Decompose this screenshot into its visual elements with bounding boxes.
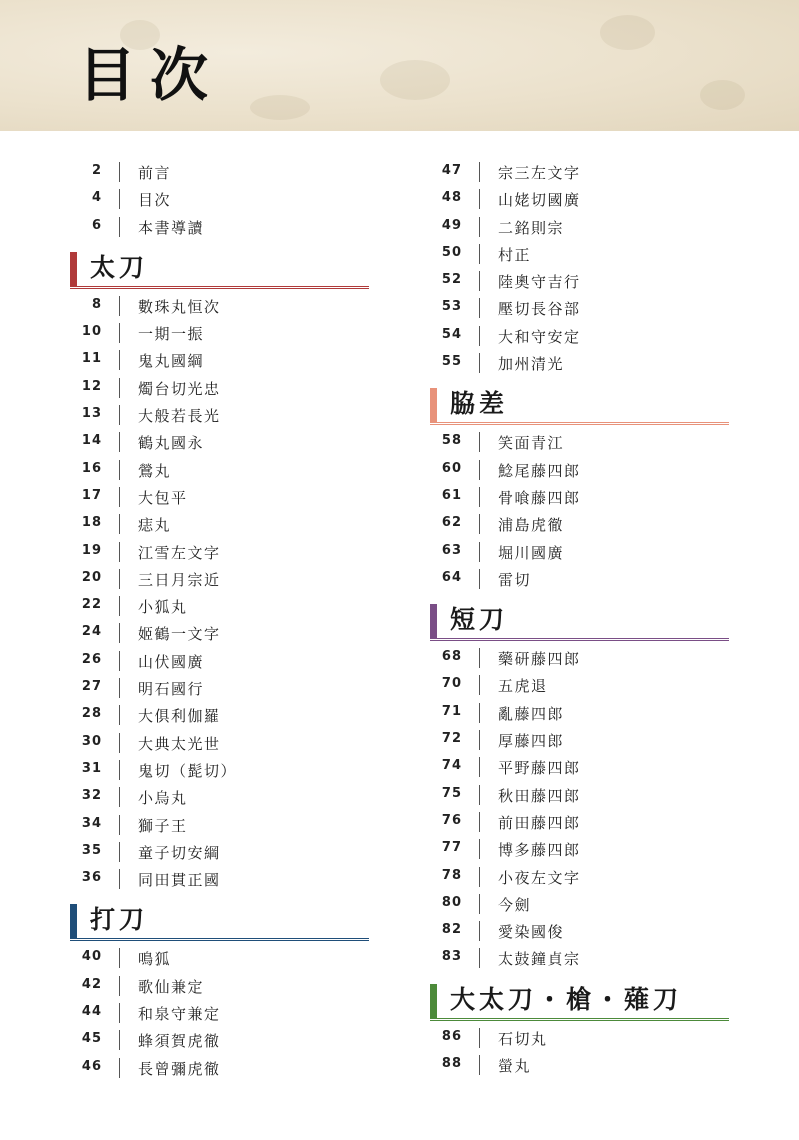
divider <box>119 1030 120 1050</box>
section-heading <box>430 592 730 644</box>
divider <box>479 839 480 859</box>
page-number: 30 <box>81 733 102 749</box>
entry-label: 厚藤四郎 <box>498 732 565 751</box>
toc-entry[interactable] <box>430 699 730 726</box>
divider <box>479 189 480 209</box>
divider <box>479 1028 480 1048</box>
page-number: 60 <box>441 460 462 476</box>
toc-entry[interactable] <box>70 456 370 483</box>
page-number: 22 <box>81 597 102 613</box>
divider <box>479 326 480 346</box>
page-number: 70 <box>441 676 462 692</box>
page-number: 63 <box>441 542 462 558</box>
entry-label: 平野藤四郎 <box>498 759 581 778</box>
toc-entry[interactable] <box>70 346 370 373</box>
entry-label: 骨喰藤四郎 <box>498 488 581 507</box>
page-number: 28 <box>81 706 102 722</box>
toc-entry[interactable] <box>70 999 370 1026</box>
toc-entry[interactable] <box>430 483 730 510</box>
divider <box>479 569 480 589</box>
page-number: 13 <box>81 406 102 422</box>
toc-entry[interactable] <box>70 483 370 510</box>
divider <box>119 542 120 562</box>
toc-entry[interactable] <box>430 510 730 537</box>
entry-label: 大俱利伽羅 <box>138 707 221 726</box>
divider <box>119 189 120 209</box>
page-number: 10 <box>81 324 102 340</box>
divider <box>479 514 480 534</box>
page-number: 24 <box>81 624 102 640</box>
divider <box>119 1058 120 1078</box>
divider <box>119 162 120 182</box>
entry-label: 姬鶴一文字 <box>138 625 221 644</box>
toc-entry[interactable] <box>70 538 370 565</box>
toc-entry[interactable] <box>70 213 370 240</box>
page-number: 55 <box>441 354 462 370</box>
section-accent-bar <box>430 984 437 1018</box>
page-number: 46 <box>81 1058 102 1074</box>
page-number: 4 <box>91 190 102 206</box>
toc-entry[interactable] <box>430 267 730 294</box>
page-number: 53 <box>441 299 462 315</box>
toc-entry[interactable] <box>70 158 370 185</box>
entry-label: 鶴丸國永 <box>138 434 205 453</box>
entry-label: 歌仙兼定 <box>138 977 205 996</box>
divider <box>479 542 480 562</box>
page-number: 47 <box>441 163 462 178</box>
entry-label: 山伏國廣 <box>138 652 205 671</box>
section-rule <box>430 638 729 641</box>
page-number: 6 <box>91 217 102 233</box>
entry-label: 燭台切光忠 <box>138 379 221 398</box>
divider <box>119 869 120 889</box>
divider <box>119 432 120 452</box>
toc-entry[interactable] <box>70 1026 370 1053</box>
toc-column-right <box>430 158 730 1078</box>
toc-entry[interactable] <box>430 240 730 267</box>
divider <box>119 569 120 589</box>
divider <box>119 733 120 753</box>
page-number: 80 <box>441 894 462 910</box>
divider <box>119 350 120 370</box>
entry-label: 雷切 <box>498 570 532 589</box>
page-number: 50 <box>441 244 462 260</box>
entry-label: 二銘則宗 <box>498 218 565 237</box>
page-number: 16 <box>81 460 102 476</box>
page-number: 31 <box>81 760 102 776</box>
divider <box>479 298 480 318</box>
divider <box>479 785 480 805</box>
entry-label: 太鼓鐘貞宗 <box>498 950 581 969</box>
entry-label: 大包平 <box>138 488 188 507</box>
page-number: 45 <box>81 1031 102 1047</box>
toc-entry[interactable] <box>70 319 370 346</box>
entry-label: 小狐丸 <box>138 598 188 617</box>
divider <box>479 730 480 750</box>
section-title: 大太刀・槍・薙刀 <box>450 984 683 1014</box>
divider <box>119 842 120 862</box>
page-number: 62 <box>441 515 462 531</box>
page-number: 54 <box>441 326 462 342</box>
page-number: 36 <box>81 870 102 886</box>
entry-label: 江雪左文字 <box>138 543 221 562</box>
section-rule <box>70 938 369 941</box>
toc-entry[interactable] <box>430 428 730 455</box>
toc-entry[interactable] <box>430 185 730 212</box>
toc-entry[interactable] <box>70 838 370 865</box>
entry-label: 亂藤四郎 <box>498 704 565 723</box>
entry-label: 藥研藤四郎 <box>498 650 581 669</box>
entry-label: 壓切長谷部 <box>498 300 581 319</box>
toc-entry[interactable] <box>430 644 730 671</box>
page-number: 71 <box>441 703 462 719</box>
divider <box>479 648 480 668</box>
toc-entry[interactable] <box>70 811 370 838</box>
entry-label: 鯰尾藤四郎 <box>498 461 581 480</box>
divider <box>119 787 120 807</box>
entry-label: 大般若長光 <box>138 407 221 426</box>
divider <box>479 675 480 695</box>
toc-entry[interactable] <box>70 619 370 646</box>
entry-label: 愛染國俊 <box>498 923 565 942</box>
page-title: 目次 <box>78 41 223 109</box>
toc-entry[interactable] <box>430 890 730 917</box>
entry-label: 鶯丸 <box>138 461 172 480</box>
entry-label: 山姥切國廣 <box>498 191 581 210</box>
toc-entry[interactable] <box>430 322 730 349</box>
section-heading <box>430 972 730 1024</box>
section-rule <box>70 286 369 289</box>
divider <box>479 867 480 887</box>
divider <box>119 815 120 835</box>
divider <box>119 596 120 616</box>
toc-entry[interactable] <box>430 808 730 835</box>
divider <box>479 217 480 237</box>
toc-entry[interactable] <box>70 374 370 401</box>
toc-entry[interactable] <box>70 292 370 319</box>
page-number: 76 <box>441 812 462 828</box>
section-title: 太刀 <box>90 252 149 282</box>
page-number: 86 <box>441 1028 462 1044</box>
divider <box>119 760 120 780</box>
toc-entry[interactable] <box>70 647 370 674</box>
section-heading <box>430 376 730 428</box>
toc-entry[interactable] <box>430 671 730 698</box>
divider <box>479 894 480 914</box>
page-number: 78 <box>441 867 462 883</box>
divider <box>479 1055 480 1075</box>
page-number: 2 <box>91 163 102 178</box>
toc-entry[interactable] <box>430 944 730 971</box>
entry-label: 長曾彌虎徹 <box>138 1059 221 1078</box>
divider <box>119 651 120 671</box>
toc-entry[interactable] <box>70 565 370 592</box>
entry-label: 鬼丸國綱 <box>138 352 205 371</box>
entry-label: 螢丸 <box>498 1057 532 1076</box>
divider <box>479 244 480 264</box>
entry-label: 村正 <box>498 245 532 264</box>
toc-entry[interactable] <box>430 538 730 565</box>
page-number: 17 <box>81 487 102 503</box>
page-number: 61 <box>441 487 462 503</box>
entry-label: 本書導讀 <box>138 218 205 237</box>
page-number: 40 <box>81 949 102 965</box>
section-rule <box>430 422 729 425</box>
entry-label: 一期一振 <box>138 325 205 344</box>
toc-entry[interactable] <box>430 863 730 890</box>
divider <box>479 812 480 832</box>
toc-entry[interactable] <box>430 1024 730 1051</box>
toc-entry[interactable] <box>70 592 370 619</box>
page-number: 18 <box>81 515 102 531</box>
page-number: 83 <box>441 949 462 965</box>
entry-label: 今劍 <box>498 895 532 914</box>
page-number: 52 <box>441 272 462 288</box>
entry-label: 前言 <box>138 164 172 182</box>
divider <box>479 353 480 373</box>
page-number: 58 <box>441 433 462 449</box>
toc-entry[interactable] <box>430 349 730 376</box>
title-banner <box>0 0 799 131</box>
divider <box>479 162 480 182</box>
entry-label: 明石國行 <box>138 680 205 699</box>
page-number: 88 <box>441 1056 462 1072</box>
page-number: 34 <box>81 815 102 831</box>
page-number: 27 <box>81 679 102 695</box>
entry-label: 童子切安綱 <box>138 843 221 862</box>
page-number: 8 <box>91 296 102 312</box>
entry-label: 大典太光世 <box>138 734 221 753</box>
divider <box>479 921 480 941</box>
divider <box>119 296 120 316</box>
entry-label: 三日月宗近 <box>138 570 221 589</box>
toc-entry[interactable] <box>430 1051 730 1078</box>
page-number: 75 <box>441 785 462 801</box>
divider <box>119 1003 120 1023</box>
entry-label: 宗三左文字 <box>498 164 581 182</box>
divider <box>119 405 120 425</box>
section-heading <box>70 892 370 944</box>
divider <box>479 271 480 291</box>
toc-entry[interactable] <box>70 729 370 756</box>
entry-label: 小夜左文字 <box>498 868 581 887</box>
divider <box>479 948 480 968</box>
divider <box>119 217 120 237</box>
divider <box>119 623 120 643</box>
divider <box>479 487 480 507</box>
page-number: 49 <box>441 217 462 233</box>
toc-entry[interactable] <box>70 972 370 999</box>
toc-entry[interactable] <box>70 674 370 701</box>
toc-entry[interactable] <box>430 781 730 808</box>
divider <box>119 378 120 398</box>
page-number: 14 <box>81 433 102 449</box>
entry-label: 小烏丸 <box>138 789 188 808</box>
section-accent-bar <box>430 604 437 638</box>
toc-entry[interactable] <box>430 565 730 592</box>
toc-entry[interactable] <box>70 701 370 728</box>
page-number: 48 <box>441 190 462 206</box>
section-title: 短刀 <box>450 605 509 635</box>
divider <box>479 757 480 777</box>
page-number: 74 <box>441 758 462 774</box>
divider <box>479 432 480 452</box>
page-number: 19 <box>81 542 102 558</box>
toc-entry[interactable] <box>430 835 730 862</box>
entry-label: 和泉守兼定 <box>138 1005 221 1024</box>
divider <box>119 705 120 725</box>
section-title: 脇差 <box>450 389 509 419</box>
divider <box>119 948 120 968</box>
entry-label: 浦島虎徹 <box>498 516 565 535</box>
section-accent-bar <box>430 388 437 422</box>
toc-entry[interactable] <box>70 510 370 537</box>
entry-label: 前田藤四郎 <box>498 813 581 832</box>
entry-label: 鬼切（髭切） <box>138 761 238 780</box>
entry-label: 秋田藤四郎 <box>498 786 581 805</box>
page-number: 77 <box>441 840 462 856</box>
page-number: 20 <box>81 569 102 585</box>
page-number: 44 <box>81 1004 102 1020</box>
section-heading <box>70 240 370 292</box>
divider <box>479 703 480 723</box>
divider <box>119 323 120 343</box>
section-rule <box>430 1018 729 1021</box>
divider <box>119 487 120 507</box>
page-number: 11 <box>81 351 102 367</box>
page-number: 72 <box>441 731 462 747</box>
toc-entry[interactable] <box>70 185 370 212</box>
entry-label: 五虎退 <box>498 677 548 696</box>
entry-label: 加州清光 <box>498 355 565 374</box>
divider <box>119 460 120 480</box>
toc-entry[interactable] <box>70 783 370 810</box>
entry-label: 笑面青江 <box>498 434 565 453</box>
entry-label: 蜂須賀虎徹 <box>138 1032 221 1051</box>
entry-label: 數珠丸恒次 <box>138 297 221 316</box>
page-number: 12 <box>81 378 102 394</box>
entry-label: 獅子王 <box>138 816 188 835</box>
section-title: 打刀 <box>90 905 149 935</box>
toc-entry[interactable] <box>430 294 730 321</box>
toc-entry[interactable] <box>70 865 370 892</box>
page-number: 35 <box>81 842 102 858</box>
entry-label: 博多藤四郎 <box>498 841 581 860</box>
toc-entry[interactable] <box>70 756 370 783</box>
divider <box>119 976 120 996</box>
page-number: 26 <box>81 651 102 667</box>
entry-label: 痣丸 <box>138 516 172 535</box>
entry-label: 陸奧守吉行 <box>498 273 581 292</box>
entry-label: 堀川國廣 <box>498 543 565 562</box>
toc-entry[interactable] <box>70 428 370 455</box>
toc-entry[interactable] <box>430 456 730 483</box>
toc-entry[interactable] <box>70 1054 370 1081</box>
toc-entry[interactable] <box>430 726 730 753</box>
divider <box>119 514 120 534</box>
toc-entry[interactable] <box>430 213 730 240</box>
toc-column-left <box>70 158 370 1081</box>
entry-label: 目次 <box>138 191 172 210</box>
section-accent-bar <box>70 904 77 938</box>
page-number: 82 <box>441 922 462 938</box>
entry-label: 鳴狐 <box>138 950 172 969</box>
section-accent-bar <box>70 252 77 286</box>
toc-entry[interactable] <box>430 753 730 780</box>
divider <box>479 460 480 480</box>
divider <box>119 678 120 698</box>
page-number: 64 <box>441 569 462 585</box>
page-number: 42 <box>81 976 102 992</box>
entry-label: 石切丸 <box>498 1029 548 1048</box>
toc-entry[interactable] <box>430 917 730 944</box>
page-number: 68 <box>441 649 462 665</box>
toc-entry[interactable] <box>70 944 370 971</box>
entry-label: 同田貫正國 <box>138 871 221 890</box>
entry-label: 大和守安定 <box>498 327 581 346</box>
toc-entry[interactable] <box>430 158 730 185</box>
toc-entry[interactable] <box>70 401 370 428</box>
page-number: 32 <box>81 788 102 804</box>
